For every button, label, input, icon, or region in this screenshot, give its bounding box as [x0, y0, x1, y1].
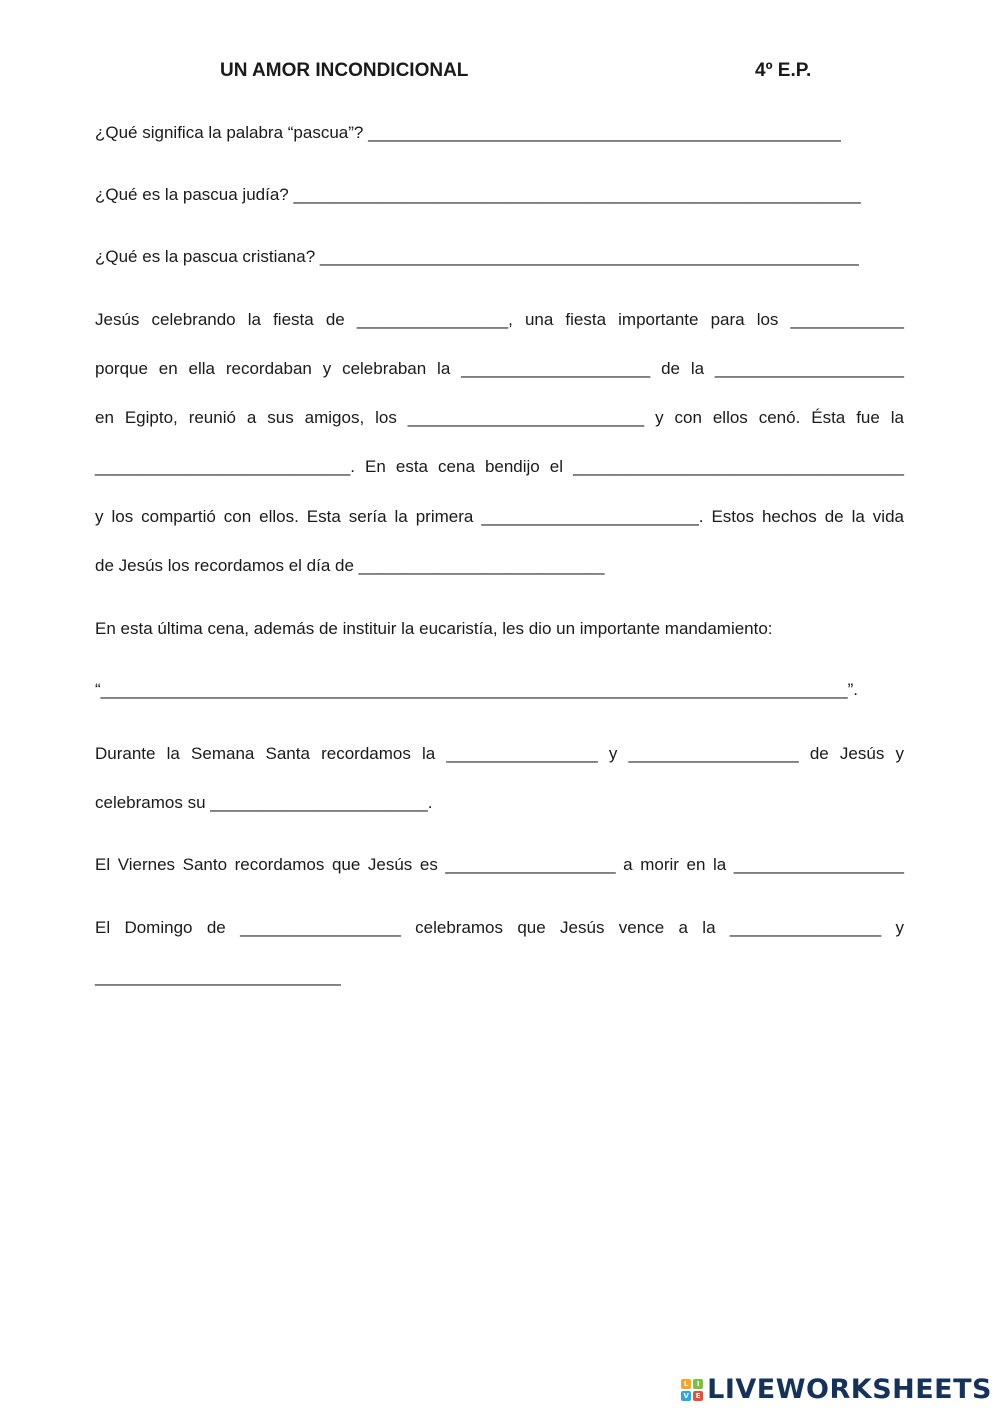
grade-label: 4º E.P. [755, 60, 812, 81]
logo-tile-v: V [681, 1391, 691, 1401]
question-christian-pascua: ¿Qué es la pascua cristiana? _________________________________________________________ [95, 247, 859, 266]
commandment-blank: “_______________________________________________________________________________”. [95, 680, 858, 699]
paragraph-line-3: en Egipto, reunió a sus amigos, los _________________________ y con ellos cenó. Ésta fue la [95, 408, 904, 427]
paragraph-line-4: ___________________________. En esta cena bendijo el ___________________________________ [95, 457, 904, 476]
logo-tile-e: E [693, 1391, 703, 1401]
commandment-intro: En esta última cena, además de instituir la eucaristía, les dio un importante mandamiento: [95, 619, 773, 638]
brand-name: LIVEWORKSHEETS [707, 1374, 992, 1405]
paragraph-line-6: de Jesús los recordamos el día de __________________________ [95, 556, 605, 575]
worksheet-title: UN AMOR INCONDICIONAL [220, 60, 469, 81]
logo-tile-l: L [681, 1379, 691, 1389]
good-friday-line: El Viernes Santo recordamos que Jesús es __________________ a morir en la __________________ [95, 855, 904, 874]
logo-tile-i: I [693, 1379, 703, 1389]
question-jewish-pascua: ¿Qué es la pascua judía? ____________________________________________________________ [95, 185, 861, 204]
question-pascua-meaning: ¿Qué significa la palabra “pascua”? __________________________________________________ [95, 123, 841, 142]
paragraph-line-5: y los compartió con ellos. Esta sería la primera _______________________. Estos hechos de la vida [95, 507, 904, 526]
holy-week-line-1: Durante la Semana Santa recordamos la ________________ y __________________ de Jesús y [95, 744, 904, 763]
liveworksheets-logo [681, 1374, 992, 1405]
liveworksheets-logo-icon [681, 1379, 703, 1401]
sunday-line-1: El Domingo de _________________ celebramos que Jesús vence a la ________________ y [95, 918, 904, 937]
paragraph-line-1: Jesús celebrando la fiesta de ________________, una fiesta importante para los ____________ [95, 310, 904, 329]
holy-week-line-2: celebramos su _______________________. [95, 793, 433, 812]
paragraph-line-2: porque en ella recordaban y celebraban la ____________________ de la ____________________ [95, 359, 904, 378]
sunday-line-2: __________________________ [95, 967, 341, 986]
